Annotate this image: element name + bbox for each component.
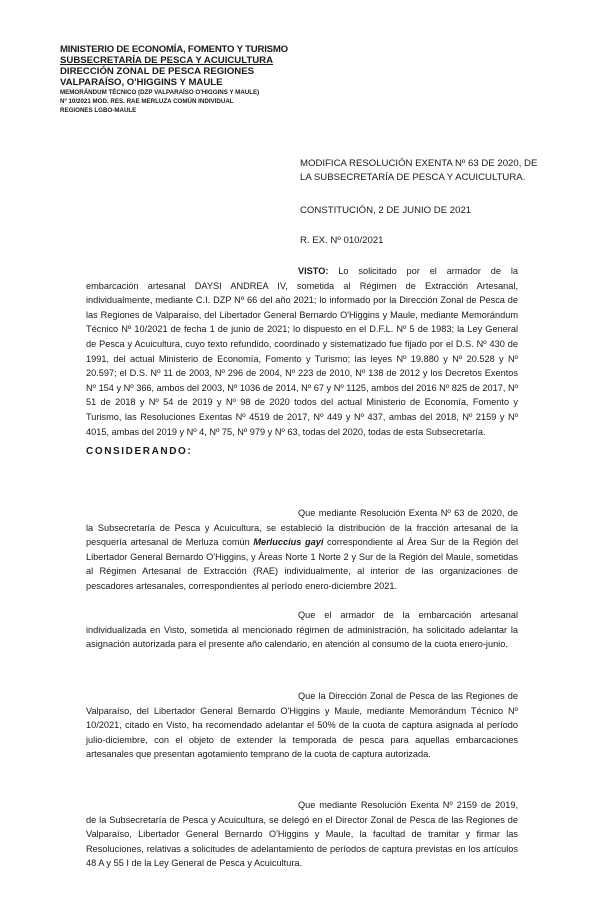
considerando-heading: CONSIDERANDO:	[86, 446, 193, 457]
direccion-zonal-name: DIRECCIÓN ZONAL DE PESCA REGIONES	[60, 66, 255, 77]
regions-name: VALPARAÍSO, O'HIGGINS Y MAULE	[60, 77, 223, 88]
p1-text-after: correspondiente al Área Sur de la Región del Libertador General Bernardo O'Higgins, y Áreas Norte 1 Norte 2 y Sur de la Región del Maule, sometidas al Régimen Artesanal de Extracción (RAE) individualmente, al interior de las organizaciones de pescadores artesanales, correspondientes al período enero-diciembre 2021.	[86, 537, 518, 591]
memo-reference-line2: Nº 10/2021 MOD. RES. RAE MERLUZA COMÚN INDIVIDUAL	[60, 98, 234, 105]
p4-text: Que mediante Resolución Exenta Nº 2159 de 2019, de la Subsecretaría de Pesca y Acuicultura, se delegó en el Director Zonal de Pesca de las Regiones de Valparaíso, Libertador General Bernardo O'Higgins y Maule, la facultad de tramitar y firmar las Resoluciones, relativas a solicitudes de adelantamiento de períodos de captura previstas en los artículos 48 A y 55 I de la Ley General de Pesca y Acuicultura.	[86, 800, 518, 869]
considerando-paragraph-3	[86, 689, 518, 762]
considerando-paragraph-4	[86, 798, 518, 871]
visto-text: Lo solicitado por el armador de la embarcación artesanal DAYSI ANDREA IV, sometida al Régimen de Extracción Artesanal, individualmente, mediante C.I. DZP Nº 66 del año 2021; lo informado por la Dirección Zonal de Pesca de las Regiones de Valparaíso, del Libertador General Bernardo O'Higgins y Maule, mediante Memorándum Técnico Nº 10/2021 de fecha 1 de junio de 2021; lo dispuesto en el D.F.L. Nº 5 de 1983; la Ley General de Pesca y Acuicultura, cuyo texto refundido, coordinado y sistematizado fue fijado por el D.S. Nº 430 de 1991, del actual Ministerio de Economía, Fomento y Turismo; las leyes Nº 19.880 y Nº 20.528 y Nº 20.597; el D.S. Nº 11 de 2003, Nº 296 de 2004, Nº 223 de 2010, Nº 138 de 2012 y los Decretos Exentos Nº 154 y Nº 366, ambos del 2003, Nº 1036 de 2014, Nº 67 y Nº 1125, ambos del 2016 Nº 825 de 2017, Nº 51 de 2018 y Nº 54 de 2019 y Nº 98 de 2020 todos del actual Ministerio de Economía, Fomento y Turismo, las Resoluciones Exentas Nº 4519 de 2017, Nº 449 y Nº 437, ambas del 2018, Nº 2159 y Nº 4015, ambas del 2019 y Nº 4, Nº 75, Nº 979 y Nº 63, todas del 2020, todas de esta Subsecretaría.	[86, 266, 518, 437]
species-name: Merluccius gayi	[253, 537, 324, 548]
visto-paragraph	[86, 264, 518, 439]
considerando-paragraph-2	[86, 608, 518, 652]
place-and-date: CONSTITUCIÓN, 2 DE JUNIO DE 2021	[300, 205, 472, 216]
ministry-name: MINISTERIO DE ECONOMÍA, FOMENTO Y TURISMO	[60, 44, 288, 55]
memo-reference-line1: MEMORÁNDUM TÉCNICO (DZP VALPARAÍSO O'HIGGINS Y MAULE)	[60, 89, 260, 96]
p1-text-before: Que mediante Resolución Exenta Nº 63 de 2020, de la Subsecretaría de Pesca y Acuicultura, se estableció la distribución de la fracción artesanal de la pesquería artesanal de Merluza común	[86, 508, 518, 548]
resolution-subject: MODIFICA RESOLUCIÓN EXENTA Nº 63 DE 2020, DE LA SUBSECRETARÍA DE PESCA Y ACUICULTURA.	[300, 158, 538, 183]
considerando-paragraph-1	[86, 506, 518, 594]
visto-label: VISTO:	[298, 266, 329, 276]
letterhead	[60, 44, 300, 115]
p2-text: Que el armador de la embarcación artesanal individualizada en Visto, sometida al mencionado régimen de administración, ha solicitado adelantar la asignación autorizada para el presente año calendario, en atención al consumo de la cuota enero-junio.	[86, 610, 518, 650]
memo-reference-line3: REGIONES LGBO-MAULE	[60, 107, 137, 114]
subsecretaria-name: SUBSECRETARÍA DE PESCA Y ACUICULTURA	[60, 55, 274, 66]
resolution-number: R. EX. Nº 010/2021	[300, 235, 384, 246]
p3-text: Que la Dirección Zonal de Pesca de las Regiones de Valparaíso, del Libertador General Bernardo O'Higgins y Maule, mediante Memorándum Técnico Nº 10/2021, citado en Visto, ha recomendado adelantar el 50% de la cuota de captura asignada al período julio-diciembre, con el objeto de extender la temporada de pesca para aquellas embarcaciones artesanales que presentan agotamiento temprano de la cuota de captura autorizada.	[86, 691, 518, 760]
